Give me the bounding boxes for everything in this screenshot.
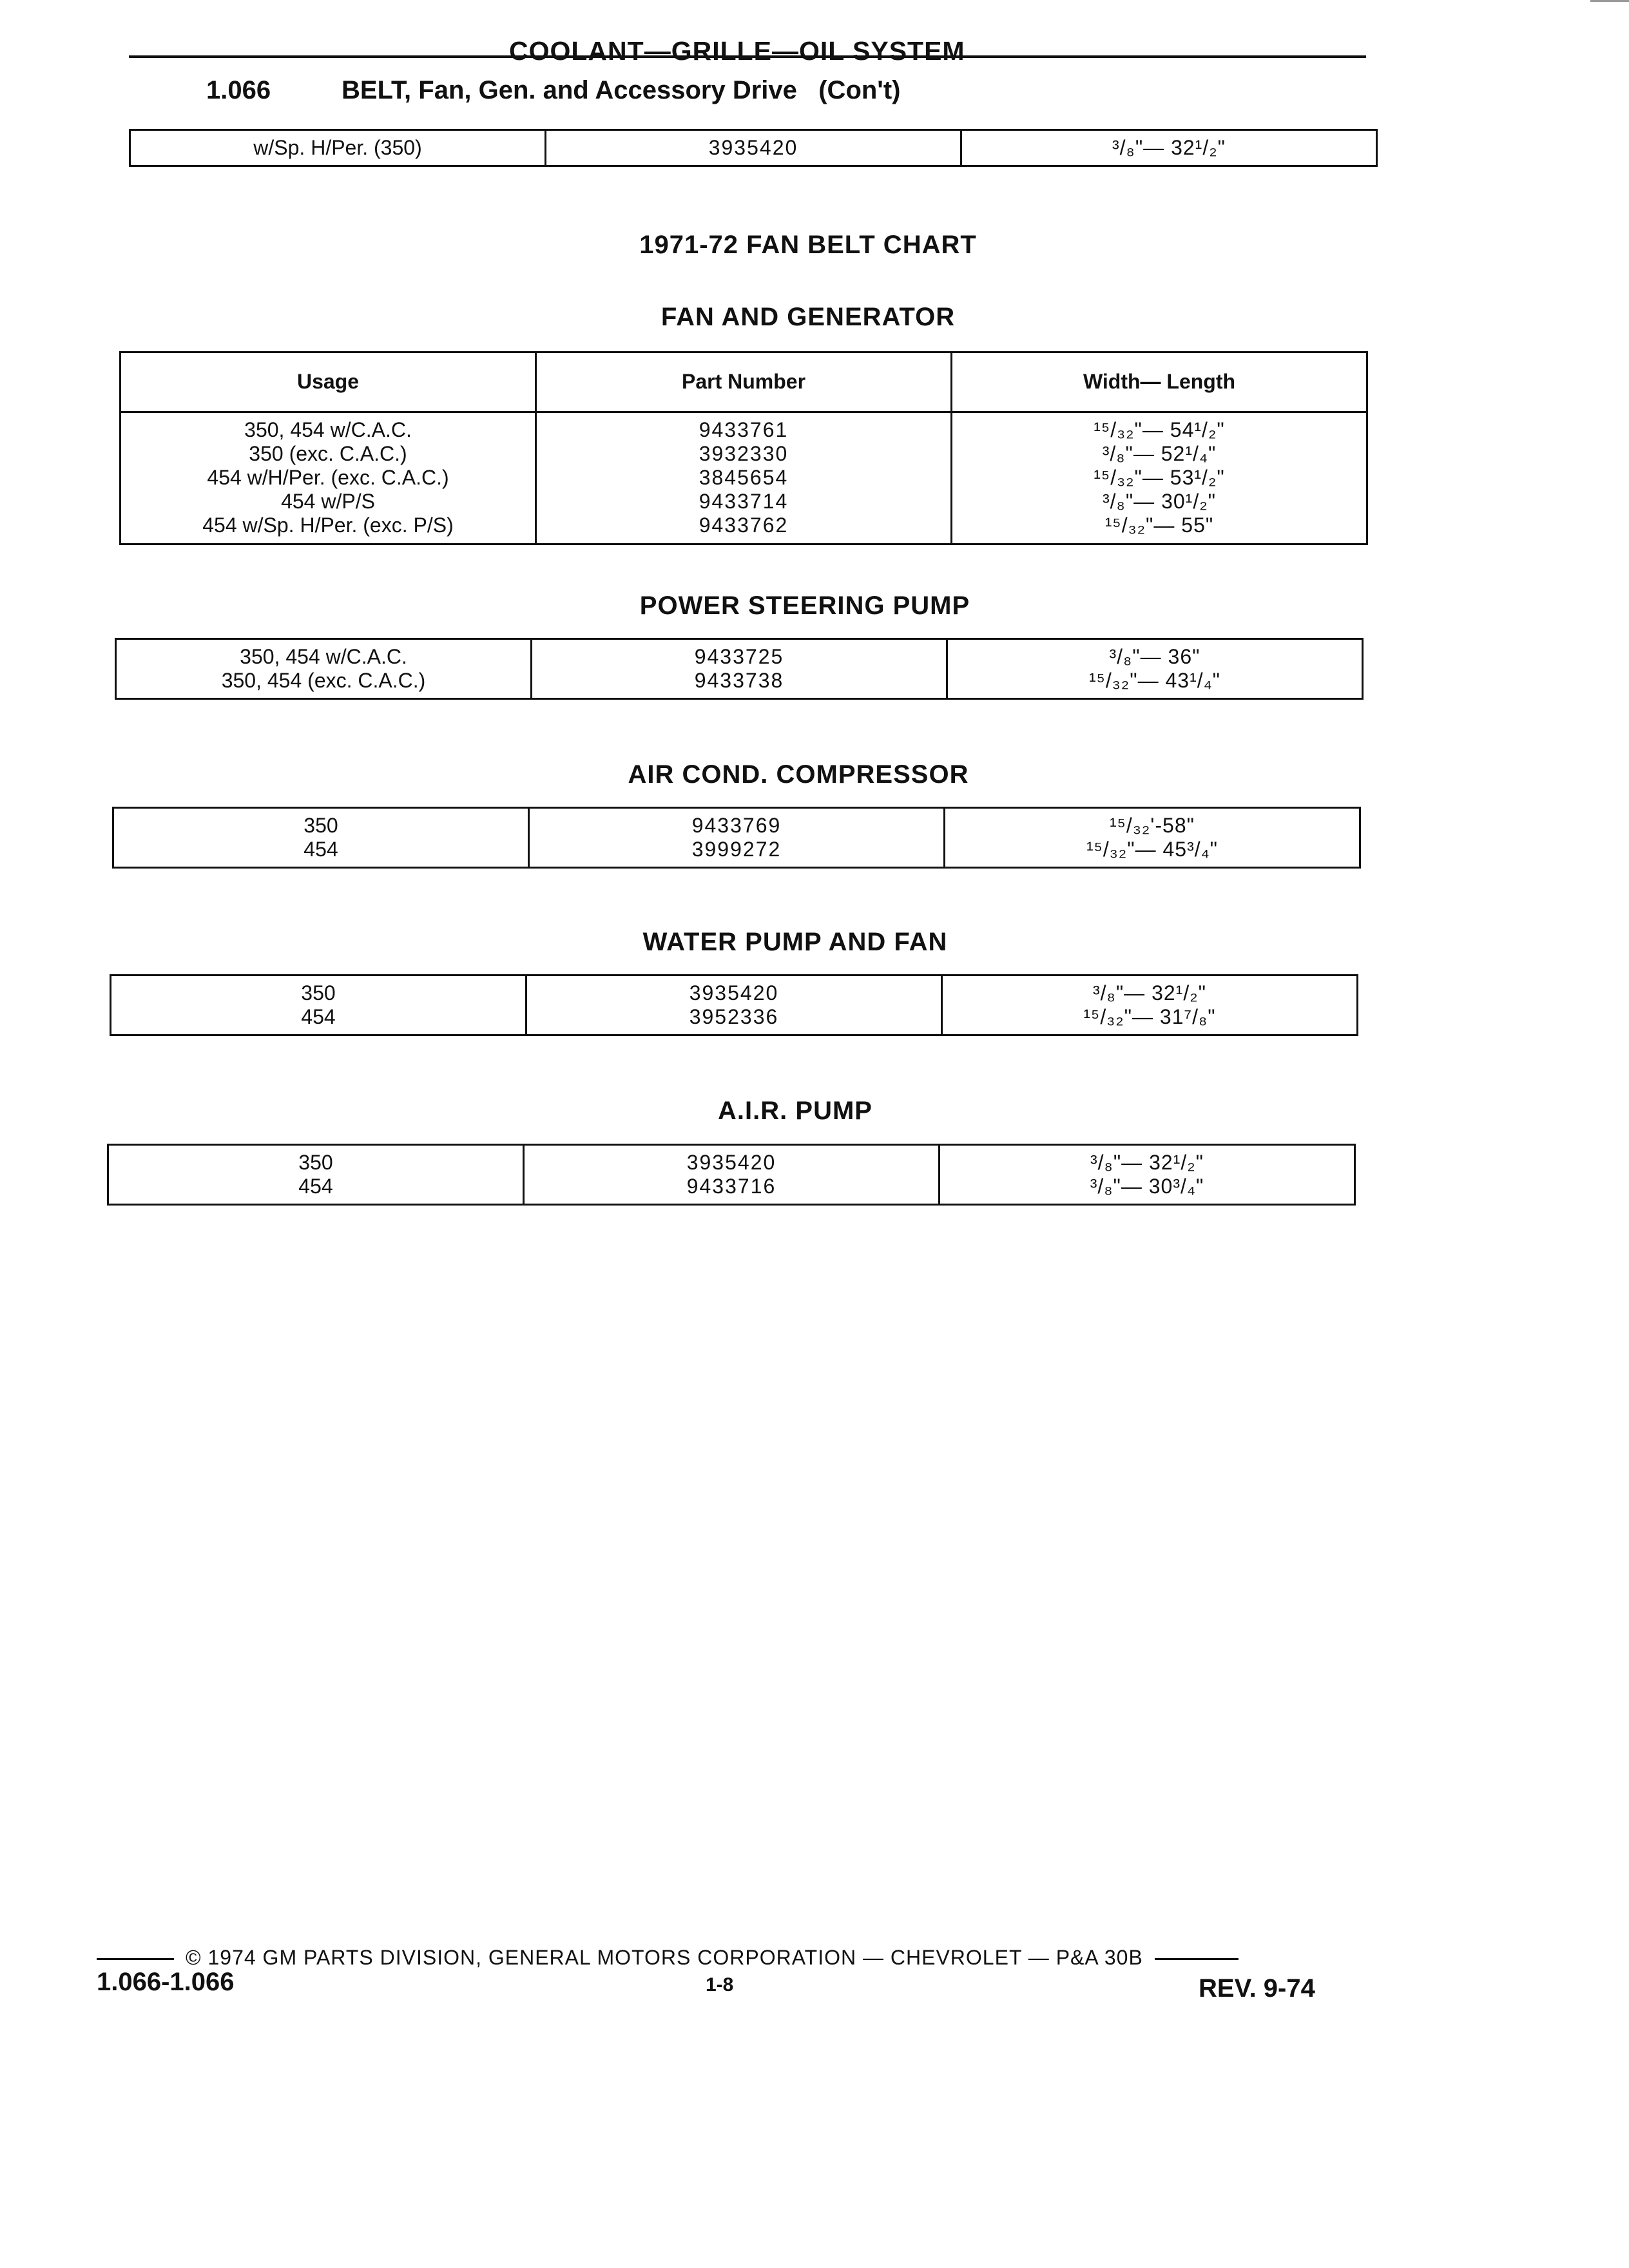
size-line: ¹⁵/₃₂'-58" — [1110, 814, 1195, 837]
part-line: 9433738 — [694, 669, 784, 693]
usage-line: 454 w/H/Per. (exc. C.A.C.) — [207, 466, 449, 490]
usage-line: 350 — [298, 1151, 333, 1174]
usage-cell: w/Sp. H/Per. (350) — [130, 130, 546, 166]
size-line: ¹⁵/₃₂"— 54¹/₂" — [1094, 418, 1225, 441]
usage-cell — [108, 1145, 524, 1205]
part-cell: 3935420 — [546, 130, 961, 166]
part-number-header: Part Number — [536, 352, 952, 412]
size-line: ³/₈"— 32¹/₂" — [1090, 1151, 1204, 1174]
size-line: ¹⁵/₃₂"— 45³/₄" — [1086, 838, 1219, 861]
part-cell — [526, 975, 942, 1035]
usage-cell — [111, 975, 526, 1035]
usage-line: 350, 454 w/C.A.C. — [240, 645, 407, 668]
usage-line: 350 (exc. C.A.C.) — [249, 442, 407, 466]
revision-label: REV. 9-74 — [1199, 1974, 1315, 2003]
usage-line: 350, 454 w/C.A.C. — [244, 418, 412, 441]
table-row — [130, 130, 1377, 166]
part-line: 9433716 — [686, 1175, 776, 1198]
part-line: 9433725 — [694, 645, 784, 668]
table-row — [120, 412, 1367, 544]
fan-generator-table — [119, 351, 1368, 545]
section-title-air-cond: AIR COND. COMPRESSOR — [628, 760, 969, 789]
part-line: 3932330 — [699, 442, 789, 466]
usage-line: 350 — [304, 814, 338, 837]
footer-dash-left — [97, 1958, 174, 1960]
usage-line: 350 — [301, 981, 336, 1004]
section-heading — [206, 76, 900, 105]
part-line: 9433762 — [699, 514, 789, 537]
footer-copyright-line — [97, 1946, 1239, 1970]
size-cell — [940, 1145, 1355, 1205]
footer-range: 1.066-1.066 — [97, 1968, 235, 1996]
width-length-header: Width— Length — [952, 352, 1367, 412]
title-rule — [129, 55, 1366, 58]
table-row — [116, 639, 1363, 699]
size-line: ³/₈"— 36" — [1109, 645, 1200, 668]
part-line: 3999272 — [691, 838, 782, 861]
part-line: 9433714 — [699, 490, 789, 514]
page-number: 1-8 — [706, 1974, 734, 1995]
usage-cell — [113, 808, 529, 868]
section-title-water-pump: WATER PUMP AND FAN — [642, 928, 948, 956]
section-title-fan-generator: FAN AND GENERATOR — [660, 303, 956, 331]
air-pump-table — [107, 1144, 1356, 1206]
part-cell — [536, 412, 952, 544]
air-cond-table — [112, 807, 1361, 869]
part-line: 3952336 — [689, 1005, 779, 1029]
part-line: 3935420 — [689, 981, 779, 1004]
usage-line: 454 — [298, 1175, 333, 1198]
size-line: ¹⁵/₃₂"— 53¹/₂" — [1094, 466, 1225, 490]
section-title: BELT, Fan, Gen. and Accessory Drive (Con't) — [342, 76, 901, 104]
usage-line: 454 w/P/S — [281, 490, 375, 514]
part-line: 9433769 — [691, 814, 782, 837]
usage-line: 454 — [301, 1005, 336, 1029]
usage-cell — [116, 639, 532, 699]
power-steering-table — [115, 638, 1364, 700]
size-cell — [952, 412, 1367, 544]
chart-title: 1971-72 FAN BELT CHART — [639, 231, 977, 259]
usage-line: 454 — [304, 838, 338, 861]
size-line: ³/₈"— 32¹/₂" — [1093, 981, 1206, 1004]
section-number: 1.066 — [206, 76, 271, 104]
size-line: ¹⁵/₃₂"— 55" — [1104, 514, 1214, 537]
size-line: ³/₈"— 52¹/₄" — [1102, 442, 1217, 466]
size-cell — [942, 975, 1358, 1035]
usage-line: 350, 454 (exc. C.A.C.) — [221, 669, 426, 693]
usage-cell — [120, 412, 536, 544]
usage-header: Usage — [120, 352, 536, 412]
size-line: ¹⁵/₃₂"— 31⁷/₈" — [1083, 1005, 1216, 1029]
part-line: 3935420 — [686, 1151, 776, 1174]
part-line: 3845654 — [699, 466, 789, 490]
part-cell — [532, 639, 947, 699]
size-cell — [945, 808, 1360, 868]
water-pump-table — [110, 974, 1358, 1036]
footer-dash-right — [1155, 1958, 1239, 1960]
table-row — [111, 975, 1358, 1035]
table-header-row — [120, 352, 1367, 412]
page-title: COOLANT—GRILLE—OIL SYSTEM — [509, 36, 965, 66]
part-cell — [529, 808, 945, 868]
corner-mark — [1590, 0, 1629, 2]
section-title-power-steering: POWER STEERING PUMP — [639, 591, 970, 620]
footer-copyright: © 1974 GM PARTS DIVISION, GENERAL MOTORS CORPORATION — CHEVROLET — P&A 30B — [186, 1946, 1143, 1969]
table-row — [113, 808, 1360, 868]
size-line: ³/₈"— 30³/₄" — [1090, 1175, 1204, 1198]
size-line: ¹⁵/₃₂"— 43¹/₄" — [1088, 669, 1221, 693]
table-row — [108, 1145, 1355, 1205]
section-title-air-pump: A.I.R. PUMP — [718, 1097, 872, 1125]
size-cell: ³/₈"— 32¹/₂" — [961, 130, 1377, 166]
size-cell — [947, 639, 1363, 699]
part-line: 9433761 — [699, 418, 789, 441]
usage-line: 454 w/Sp. H/Per. (exc. P/S) — [202, 514, 454, 537]
size-line: ³/₈"— 30¹/₂" — [1103, 490, 1216, 514]
continued-table — [129, 129, 1378, 167]
part-cell — [524, 1145, 940, 1205]
